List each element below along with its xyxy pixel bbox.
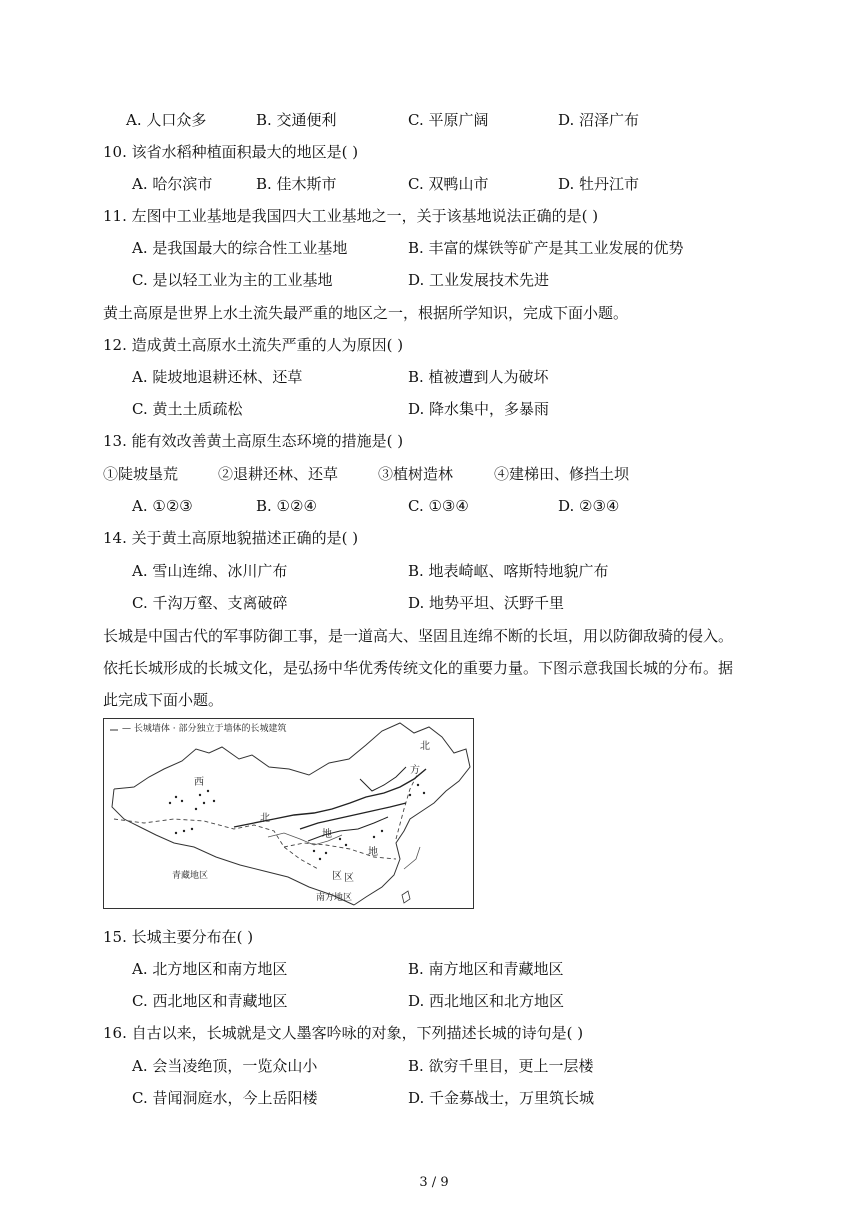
q13-measure-4: ④建梯田、修挡土坝 bbox=[494, 465, 630, 483]
q13-measure-2: ②退耕还林、还草 bbox=[218, 465, 339, 483]
q14-option-d: D. 地势平坦、沃野千里 bbox=[408, 594, 565, 612]
q13-option-b: B. ①②④ bbox=[256, 497, 317, 515]
q10-stem: 10. 该省水稻种植面积最大的地区是( ) bbox=[103, 143, 359, 161]
q16-option-d: D. 千金募战士，万里筑长城 bbox=[408, 1089, 595, 1107]
taiwan-island bbox=[402, 891, 410, 903]
q14-option-a: A. 雪山连绵、冰川广布 bbox=[132, 562, 288, 580]
map-label-nanfang: 南方地区 bbox=[316, 893, 353, 903]
q11-stem: 11. 左图中工业基地是我国四大工业基地之一，关于该基地说法正确的是( ) bbox=[103, 207, 599, 225]
q11-option-c: C. 是以轻工业为主的工业基地 bbox=[132, 271, 333, 289]
q16-option-c: C. 昔闻洞庭水，今上岳阳楼 bbox=[132, 1089, 318, 1107]
q14-option-b: B. 地表崎岖、喀斯特地貌广布 bbox=[408, 562, 609, 580]
loess-intro: 黄土高原是世界上水土流失最严重的地区之一，根据所学知识，完成下面小题。 bbox=[103, 304, 629, 322]
map-label-qinghai-xizang: 青藏地区 bbox=[172, 871, 209, 881]
q11-option-b: B. 丰富的煤铁等矿产是其工业发展的优势 bbox=[408, 239, 684, 257]
q15-option-d: D. 西北地区和北方地区 bbox=[408, 992, 565, 1010]
map-label-di-2: 地 bbox=[322, 829, 332, 840]
map-label-fang: 方 bbox=[410, 765, 420, 776]
q16-stem: 16. 自古以来，长城就是文人墨客吟咏的对象，下列描述长城的诗句是( ) bbox=[103, 1024, 584, 1042]
q9-option-d: D. 沼泽广布 bbox=[558, 111, 640, 129]
q13-measure-1: ①陡坡垦荒 bbox=[103, 465, 179, 483]
map-legend: — 长城墙体 · 部分独立于墙体的长城建筑 bbox=[122, 724, 287, 734]
southwest-outline bbox=[112, 789, 354, 905]
q11-option-d: D. 工业发展技术先进 bbox=[408, 271, 550, 289]
q16-option-a: A. 会当凌绝顶，一览众山小 bbox=[132, 1057, 318, 1075]
q15-option-b: B. 南方地区和青藏地区 bbox=[408, 960, 564, 978]
q14-stem: 14. 关于黄土高原地貌描述正确的是( ) bbox=[103, 529, 359, 547]
q14-option-c: C. 千沟万壑、支离破碎 bbox=[132, 594, 288, 612]
map-label-qu-2: 区 bbox=[332, 871, 342, 882]
great-wall-map bbox=[103, 718, 474, 909]
q9-option-c: C. 平原广阔 bbox=[408, 111, 489, 129]
q16-option-b: B. 欲穷千里目，更上一层楼 bbox=[408, 1057, 594, 1075]
q12-option-a: A. 陡坡地退耕还林、还草 bbox=[132, 368, 303, 386]
q9-option-a: A. 人口众多 bbox=[126, 111, 207, 129]
wall-intro-line-2: 依托长城形成的长城文化，是弘扬中华优秀传统文化的重要力量。下图示意我国长城的分布。据 bbox=[103, 659, 734, 677]
q12-option-b: B. 植被遭到人为破坏 bbox=[408, 368, 549, 386]
map-label-qu: 区 bbox=[344, 873, 354, 884]
map-drawing bbox=[104, 719, 473, 908]
q13-measure-3: ③植树造林 bbox=[378, 465, 454, 483]
q12-stem: 12. 造成黄土高原水土流失严重的人为原因( ) bbox=[103, 336, 404, 354]
q10-option-b: B. 佳木斯市 bbox=[256, 175, 337, 193]
great-wall-line-inner bbox=[300, 803, 406, 829]
q13-option-a: A. ①②③ bbox=[132, 497, 193, 515]
q15-option-c: C. 西北地区和青藏地区 bbox=[132, 992, 288, 1010]
q15-option-a: A. 北方地区和南方地区 bbox=[132, 960, 288, 978]
q10-option-c: C. 双鸭山市 bbox=[408, 175, 489, 193]
map-label-bei: 北 bbox=[260, 813, 270, 824]
great-wall-line-south bbox=[308, 817, 388, 841]
q10-option-d: D. 牡丹江市 bbox=[558, 175, 640, 193]
q11-option-a: A. 是我国最大的综合性工业基地 bbox=[132, 239, 348, 257]
page-number: 3 / 9 bbox=[419, 1175, 449, 1190]
northwest-qinghai-boundary bbox=[114, 819, 318, 869]
q13-option-c: C. ①③④ bbox=[408, 497, 469, 515]
wall-intro-line-1: 长城是中国古代的军事防御工事，是一道高大、坚固且连绵不断的长垣，用以防御敌骑的侵入。 bbox=[103, 627, 734, 645]
q15-stem: 15. 长城主要分布在( ) bbox=[103, 928, 254, 946]
q12-option-d: D. 降水集中，多暴雨 bbox=[408, 400, 550, 418]
map-label-bei-2: 北 bbox=[420, 741, 430, 752]
wall-intro-line-3: 此完成下面小题。 bbox=[103, 691, 224, 709]
country-outline bbox=[114, 723, 470, 905]
map-label-di: 地 bbox=[368, 847, 378, 858]
q10-option-a: A. 哈尔滨市 bbox=[132, 175, 213, 193]
map-label-xi: 西 bbox=[194, 777, 204, 788]
q13-stem: 13. 能有效改善黄土高原生态环境的措施是( ) bbox=[103, 432, 404, 450]
q12-option-c: C. 黄土土质疏松 bbox=[132, 400, 243, 418]
q13-option-d: D. ②③④ bbox=[558, 497, 620, 515]
north-south-boundary bbox=[284, 843, 396, 859]
q9-option-b: B. 交通便利 bbox=[256, 111, 337, 129]
coast-river bbox=[404, 847, 420, 869]
